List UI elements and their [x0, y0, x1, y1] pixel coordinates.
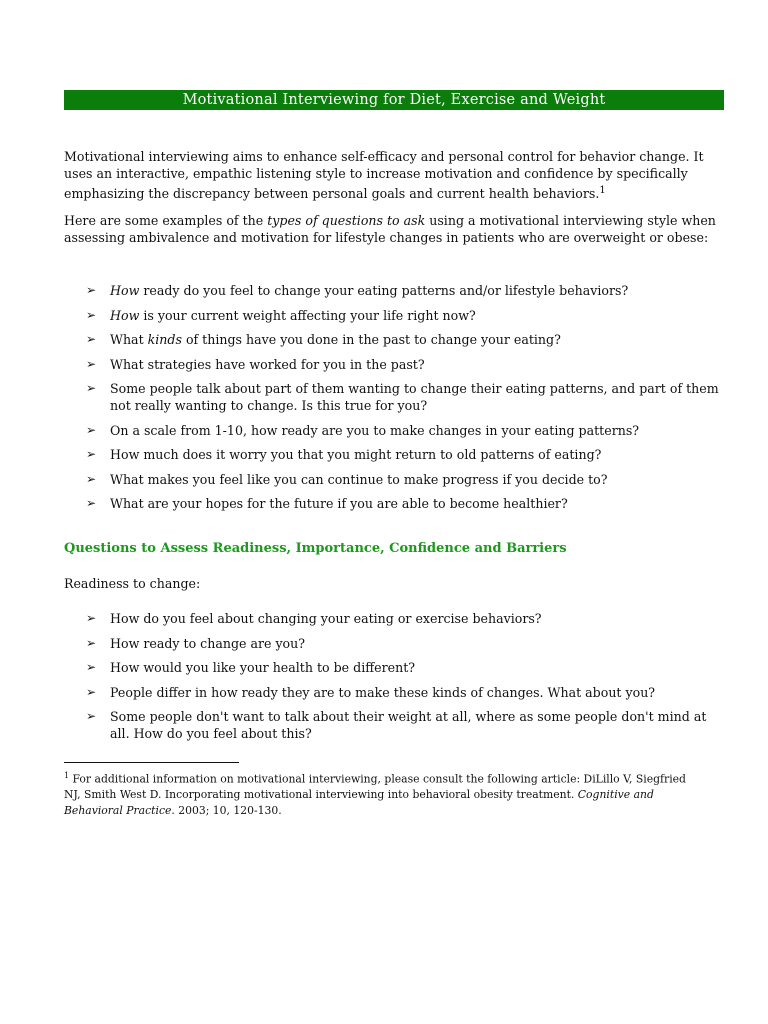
list-item	[64, 422, 724, 439]
question-text: People differ in how ready they are to make these kinds of changes. What about you?	[110, 684, 656, 700]
arrow-bullet-icon: ➢	[86, 283, 97, 297]
list-item	[64, 446, 724, 463]
list-item	[64, 495, 724, 512]
question-emphasis: How	[110, 283, 140, 298]
readiness-label: Readiness to change:	[64, 576, 201, 591]
footnote	[64, 768, 704, 818]
arrow-bullet-icon: ➢	[86, 332, 97, 346]
list-item	[64, 282, 724, 299]
question-prefix: What	[110, 332, 148, 347]
list-item	[64, 635, 724, 652]
question-text: of things have you done in the past to change your eating?	[181, 332, 561, 347]
document-title: Motivational Interviewing for Diet, Exercise and Weight	[64, 90, 724, 110]
question-text: How much does it worry you that you might return to old patterns of eating?	[110, 447, 602, 462]
examples-intro-emphasis: types of questions to ask	[267, 213, 426, 228]
list-item	[64, 684, 724, 701]
question-text: ready do you feel to change your eating patterns and/or lifestyle behaviors?	[139, 283, 629, 298]
arrow-bullet-icon: ➢	[86, 660, 97, 674]
question-emphasis: kinds	[147, 332, 182, 347]
question-text: What strategies have worked for you in the past?	[110, 356, 425, 372]
intro-paragraph	[64, 148, 724, 202]
arrow-bullet-icon: ➢	[86, 447, 97, 461]
question-text: Some people don't want to talk about their weight at all, where as some people don't mind at all. How do you feel about this?	[110, 709, 707, 741]
question-text: How ready to change are you?	[110, 635, 306, 651]
footnote-reference: 1	[599, 185, 606, 196]
list-item	[64, 356, 724, 373]
examples-intro-paragraph	[64, 212, 724, 246]
list-item	[64, 610, 724, 627]
list-item	[64, 307, 724, 324]
footnote-divider	[64, 762, 239, 763]
question-text: On a scale from 1-10, how ready are you to make changes in your eating patterns?	[110, 422, 640, 438]
question-text: Some people talk about part of them wanting to change their eating patterns, and part of them not really wanting to change. Is this true for you?	[110, 381, 719, 413]
footnote-marker: 1	[64, 771, 70, 780]
arrow-bullet-icon: ➢	[86, 356, 97, 371]
footnote-journal: Cognitive and Behavioral Practice	[64, 788, 654, 817]
question-text: What are your hopes for the future if you are able to become healthier?	[110, 496, 568, 511]
question-text: How do you feel about changing your eating or exercise behaviors?	[110, 611, 542, 626]
section-heading: Questions to Assess Readiness, Importance, Confidence and Barriers	[64, 541, 567, 556]
question-text: How would you like your health to be different?	[110, 660, 416, 675]
arrow-bullet-icon: ➢	[86, 381, 97, 395]
arrow-bullet-icon: ➢	[86, 422, 97, 437]
footnote-citation: . 2003; 10, 120-130.	[171, 803, 282, 817]
example-questions-list	[64, 282, 724, 520]
arrow-bullet-icon: ➢	[86, 709, 97, 723]
intro-text: Motivational interviewing aims to enhance self-efficacy and personal control for behavior change. It uses an interactive, empathic listening style to increase motivation and confidence by specifically emphasizing the discrepancy between personal goals and current health behaviors.	[64, 149, 704, 202]
list-item	[64, 331, 724, 348]
arrow-bullet-icon: ➢	[86, 496, 97, 510]
list-item	[64, 708, 724, 742]
arrow-bullet-icon: ➢	[86, 471, 97, 486]
question-text: What makes you feel like you can continue to make progress if you decide to?	[110, 471, 608, 487]
examples-intro-before: Here are some examples of the	[64, 213, 268, 228]
arrow-bullet-icon: ➢	[86, 611, 97, 625]
list-item	[64, 471, 724, 488]
footnote-text: For additional information on motivational interviewing, please consult the following article: DiLillo V, Siegfried NJ, Smith West D. Incorporating motivational interviewing into behavioral obesity treatment.	[64, 772, 686, 802]
readiness-questions-list	[64, 610, 724, 750]
list-item	[64, 380, 724, 414]
question-emphasis: How	[110, 307, 140, 323]
arrow-bullet-icon: ➢	[86, 307, 97, 322]
question-text: is your current weight affecting your life right now?	[139, 307, 476, 323]
examples-intro-after: using a motivational interviewing style when assessing ambivalence and motivation for lifestyle changes in patients who are overweight or obese:	[64, 213, 716, 245]
arrow-bullet-icon: ➢	[86, 684, 97, 699]
arrow-bullet-icon: ➢	[86, 635, 97, 650]
list-item	[64, 659, 724, 676]
